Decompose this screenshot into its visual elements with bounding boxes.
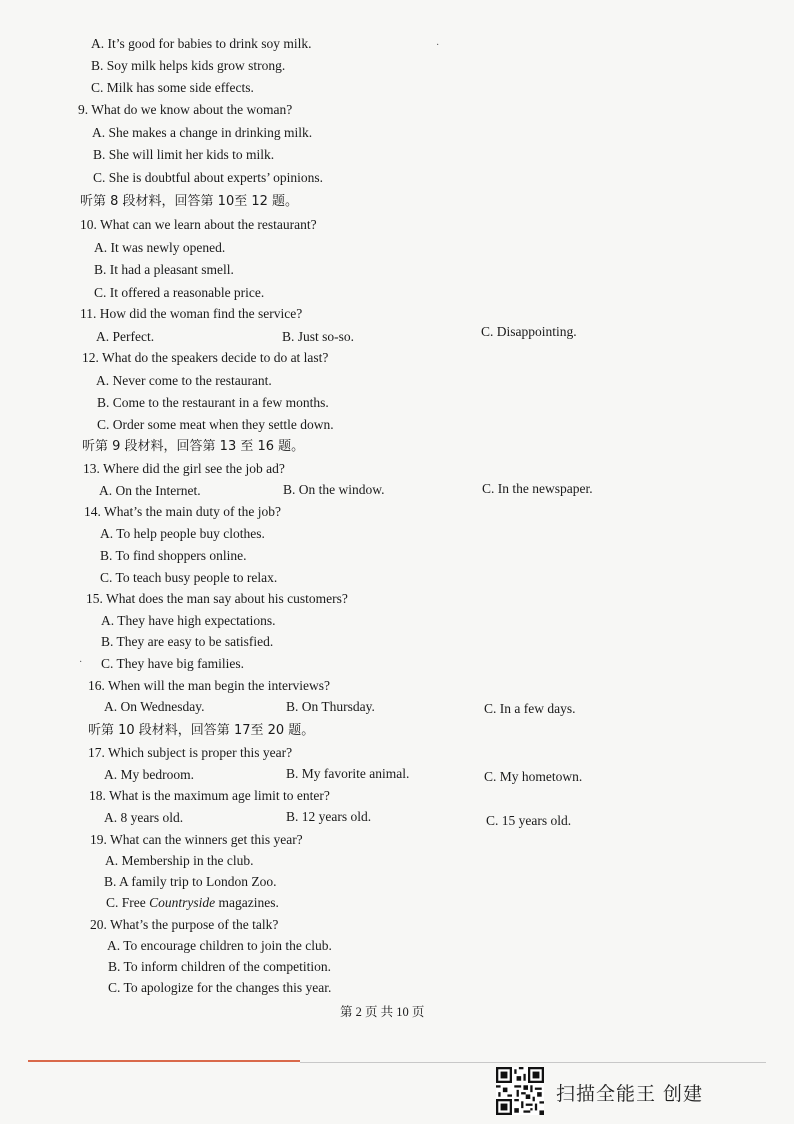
question-stem: 9. What do we know about the woman?: [78, 102, 293, 117]
question-stem: 10. What can we learn about the restaurant?: [80, 217, 317, 232]
answer-option: C. Milk has some side effects.: [91, 80, 254, 95]
answer-option: C. Order some meat when they settle down.: [97, 417, 334, 432]
answer-option: A. To help people buy clothes.: [100, 526, 265, 541]
scan-speck: ·: [79, 657, 83, 668]
question-stem: 19. What can the winners get this year?: [90, 832, 303, 847]
answer-option: C. She is doubtful about experts’ opinions.: [93, 170, 323, 185]
answer-option: A. Never come to the restaurant.: [96, 373, 272, 388]
answer-option: B. My favorite animal.: [286, 766, 410, 781]
answer-option: A. They have high expectations.: [101, 613, 276, 628]
answer-option: B. She will limit her kids to milk.: [93, 147, 275, 162]
question-stem: 13. Where did the girl see the job ad?: [83, 461, 285, 476]
question-stem: 15. What does the man say about his customers?: [86, 591, 348, 606]
section-instruction: 听第 9 段材料，回答第 13 至 16 题。: [82, 439, 305, 454]
answer-option: A. She makes a change in drinking milk.: [92, 125, 313, 140]
question-stem: 20. What’s the purpose of the talk?: [90, 917, 279, 932]
answer-option: C. To teach busy people to relax.: [100, 570, 278, 585]
answer-option: C. They have big families.: [101, 656, 244, 671]
answer-option: A. It’s good for babies to drink soy milk.: [91, 36, 312, 51]
answer-option: A. Membership in the club.: [105, 853, 254, 868]
answer-option: B. 12 years old.: [286, 809, 372, 824]
answer-option: B. To inform children of the competition.: [108, 959, 332, 974]
question-stem: 18. What is the maximum age limit to enter?: [89, 788, 330, 803]
footer-divider: [300, 1062, 766, 1063]
answer-option: C. Free Countryside magazines.: [106, 895, 279, 910]
answer-option: B. It had a pleasant smell.: [94, 262, 234, 277]
answer-option: B. Come to the restaurant in a few months.: [97, 395, 329, 410]
answer-option: C. 15 years old.: [486, 813, 572, 828]
page-number: 第 2 页 共 10 页: [340, 1005, 425, 1019]
answer-option: B. To find shoppers online.: [100, 548, 247, 563]
scanner-watermark: 扫描全能王 创建: [556, 1083, 704, 1105]
answer-option: B. They are easy to be satisfied.: [101, 634, 274, 649]
answer-option: A. On Wednesday.: [104, 699, 205, 714]
answer-option: C. It offered a reasonable price.: [94, 285, 265, 300]
answer-option: C. Disappointing.: [481, 324, 577, 339]
section-instruction: 听第 8 段材料，回答第 10至 12 题。: [80, 194, 299, 209]
question-stem: 11. How did the woman find the service?: [80, 306, 303, 321]
answer-option: A. It was newly opened.: [94, 240, 226, 255]
footer-accent-line: [28, 1060, 300, 1062]
answer-option: B. Soy milk helps kids grow strong.: [91, 58, 286, 73]
qr-code-icon: [496, 1067, 544, 1115]
question-stem: 17. Which subject is proper this year?: [88, 745, 293, 760]
answer-option: A. 8 years old.: [104, 810, 184, 825]
answer-option: C. In a few days.: [484, 701, 576, 716]
section-instruction: 听第 10 段材料，回答第 17至 20 题。: [88, 723, 315, 738]
answer-option: B. On the window.: [283, 482, 385, 497]
scan-speck: ·: [436, 40, 440, 51]
answer-option: A. Perfect.: [96, 329, 155, 344]
answer-option: A. My bedroom.: [104, 767, 194, 782]
question-stem: 16. When will the man begin the interviews?: [88, 678, 330, 693]
answer-option: C. To apologize for the changes this year.: [108, 980, 332, 995]
answer-option: C. My hometown.: [484, 769, 583, 784]
question-stem: 14. What’s the main duty of the job?: [84, 504, 281, 519]
answer-option: A. To encourage children to join the club.: [107, 938, 332, 953]
answer-option: B. On Thursday.: [286, 699, 375, 714]
answer-option: C. In the newspaper.: [482, 481, 593, 496]
answer-option: B. Just so-so.: [282, 329, 355, 344]
answer-option: B. A family trip to London Zoo.: [104, 874, 277, 889]
question-stem: 12. What do the speakers decide to do at last?: [82, 350, 329, 365]
answer-option: A. On the Internet.: [99, 483, 201, 498]
